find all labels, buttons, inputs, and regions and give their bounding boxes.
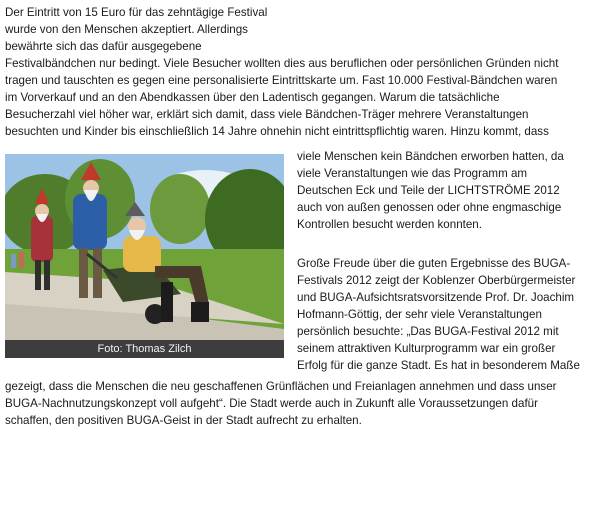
article-bottom [5, 378, 605, 429]
wrap-column-paragraph2 [297, 255, 607, 374]
text-line: BUGA-Nachnutzungskonzept voll aufgeht“. Die Stadt werde auch in Zukunft alle Voraussetzungen dafür [5, 397, 538, 410]
text-line: schaffen, den positiven BUGA-Geist in der Stadt aufrecht zu erhalten. [5, 414, 362, 427]
article-figure [5, 154, 284, 358]
text-line: im Vorverkauf und an den Abendkassen über den Ladentisch gegangen. Warum die tatsächliche [5, 91, 500, 104]
text-line: wurde von den Menschen akzeptiert. Allerdings [5, 23, 248, 36]
text-line: viele Veranstaltungen wie das Programm am [297, 167, 528, 180]
text-line: Erfolg für die ganze Stadt. Es hat in besonderem Maße [297, 359, 580, 372]
festival-photo[interactable] [5, 154, 284, 340]
text-line: Große Freude über die guten Ergebnisse des BUGA- [297, 257, 571, 270]
festival-photo-illustration [5, 154, 284, 340]
text-line: Kontrollen besucht werden konnten. [297, 218, 482, 231]
text-line: seinem attraktiven Kulturprogramm war ein großer [297, 342, 556, 355]
text-line: Festivalbändchen nur bedingt. Viele Besucher wollten dies aus beruflichen oder persönlichen Gründen nicht [5, 57, 559, 70]
text-line: tragen und tauschten es gegen eine personalisierte Eintrittskarte um. Fast 10.000 Festival-Bändchen waren [5, 74, 558, 87]
text-line: auch von außen genossen oder ohne engmaschige [297, 201, 562, 214]
wrap-column-paragraph1 [297, 148, 607, 233]
text-line: Hofmann-Göttig, der sehr viele Veranstaltungen [297, 308, 542, 321]
text-line: Deutschen Eck und Teile der LICHTSTRÖME 2012 [297, 184, 560, 197]
text-line: Besucherzahl viel höher war, erklärt sich damit, dass viele Bändchen-Träger mehrere Veranstaltungen [5, 108, 529, 121]
text-line: Festivals 2012 zeigt der Koblenzer Oberbürgermeister [297, 274, 576, 287]
text-line: viele Menschen kein Bändchen erworben hatten, da [297, 150, 564, 163]
text-line: bewährte sich das dafür ausgegebene [5, 40, 202, 53]
text-line: persönlich besuchte: „Das BUGA-Festival 2012 mit [297, 325, 559, 338]
photo-caption: Foto: Thomas Zilch [5, 340, 284, 358]
text-line: Der Eintritt von 15 Euro für das zehntägige Festival [5, 6, 268, 19]
article-body [5, 4, 603, 140]
text-line: und BUGA-Aufsichtsratsvorsitzende Prof. Dr. Joachim [297, 291, 575, 304]
text-line: besuchten und Kinder bis einschließlich 14 Jahre ohnehin nicht eintrittspflichtig waren. Hinzu kommt, dass [5, 125, 549, 138]
text-line: gezeigt, dass die Menschen die neu geschaffenen Grünflächen und Freianlagen annehmen und dass unser [5, 380, 557, 393]
